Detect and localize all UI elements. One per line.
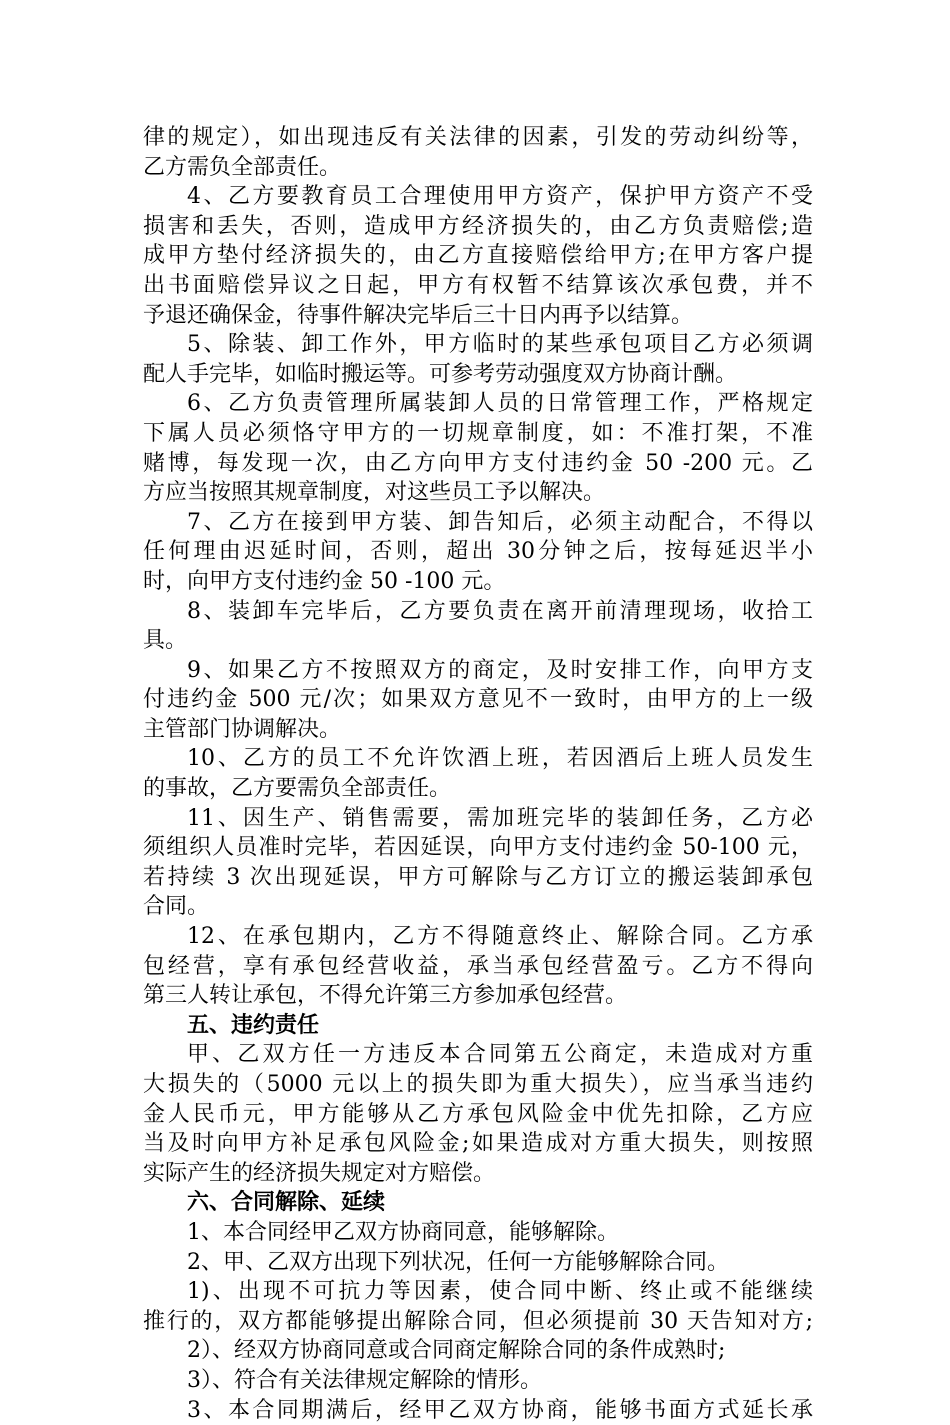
text-line: 6、乙方负责管理所属装卸人员的日常管理工作，严格规定 xyxy=(187,391,813,417)
text-line: 大损失的（5000 元以上的损失即为重大损失），应当承当违约 xyxy=(143,1072,813,1097)
text-line: 律的规定），如出现违反有关法律的因素，引发的劳动纠纷等， xyxy=(143,125,813,150)
text-line: 下属人员必须恪守甲方的一切规章制度，如：不准打架，不准 xyxy=(143,420,813,446)
text-line: 3）、符合有关法律规定解除的情形。 xyxy=(187,1367,542,1393)
text-line: 7、乙方在接到甲方装、卸告知后，必须主动配合，不得以 xyxy=(187,509,813,535)
text-line: 10、乙方的员工不允许饮酒上班，若因酒后上班人员发生 xyxy=(187,746,813,772)
text-line: 实际产生的经济损失规定对方赔偿。 xyxy=(143,1160,496,1186)
text-line: 成甲方垫付经济损失的，由乙方直接赔偿给甲方;在甲方客户提 xyxy=(143,243,813,269)
text-line: 具。 xyxy=(143,628,188,654)
text-line: 4、乙方要教育员工合理使用甲方资产，保护甲方资产不受 xyxy=(187,184,813,210)
section-heading: 六、合同解除、延续 xyxy=(187,1190,386,1216)
text-line: 若持续 3 次出现延误，甲方可解除与乙方订立的搬运装卸承包 xyxy=(143,864,813,890)
text-line: 合同。 xyxy=(143,894,210,920)
text-line: 3、本合同期满后，经甲乙双方协商，能够书面方式延长承 xyxy=(187,1397,813,1423)
text-line: 付违约金 500 元/次；如果双方意见不一致时，由甲方的上一级 xyxy=(143,687,813,713)
text-line: 12、在承包期内，乙方不得随意终止、解除合同。乙方承 xyxy=(187,924,813,950)
text-line: 损害和丢失，否则，造成甲方经济损失的，由乙方负责赔偿;造 xyxy=(143,213,813,239)
text-line: 5、除装、卸工作外，甲方临时的某些承包项目乙方必须调 xyxy=(187,332,813,358)
text-line: 包经营，享有承包经营收益，承当承包经营盈亏。乙方不得向 xyxy=(143,953,813,979)
text-line: 9、如果乙方不按照双方的商定，及时安排工作，向甲方支 xyxy=(187,657,813,683)
text-line: 11、因生产、销售需要，需加班完毕的装卸任务，乙方必 xyxy=(187,805,813,831)
text-line: 方应当按照其规章制度，对这些员工予以解决。 xyxy=(143,480,606,506)
text-line: 赌博，每发现一次，由乙方向甲方支付违约金 50 -200 元。乙 xyxy=(143,450,813,476)
text-line: 主管部门协调解决。 xyxy=(143,716,342,742)
text-line: 8、装卸车完毕后，乙方要负责在离开前清理现场，收拾工 xyxy=(187,598,813,624)
text-line: 1)、出现不可抗力等因素，使合同中断、终止或不能继续 xyxy=(187,1279,813,1305)
text-line: 时，向甲方支付违约金 50 -100 元。 xyxy=(143,568,506,594)
text-line: 任何理由迟延时间，否则，超出 30分钟之后，按每延迟半小 xyxy=(143,539,813,565)
text-line: 出书面赔偿异议之日起，甲方有权暂不结算该次承包费，并不 xyxy=(143,272,813,298)
text-line: 2、甲、乙双方出现下列状况，任何一方能够解除合同。 xyxy=(187,1249,729,1275)
section-heading: 五、违约责任 xyxy=(187,1012,320,1038)
text-line: 第三人转让承包，不得允许第三方参加承包经营。 xyxy=(143,983,628,1009)
text-line: 的事故，乙方要需负全部责任。 xyxy=(143,776,452,802)
text-line: 予退还确保金，待事件解决完毕后三十日内再予以结算。 xyxy=(143,302,694,328)
text-line: 乙方需负全部责任。 xyxy=(143,154,342,180)
text-line: 甲、乙双方任一方违反本合同第五公商定，未造成对方重 xyxy=(187,1042,813,1068)
text-line: 推行的，双方都能够提出解除合同，但必须提前 30 天告知对方; xyxy=(143,1308,813,1334)
text-line: 须组织人员准时完毕，若因延误，向甲方支付违约金 50-100 元， xyxy=(143,835,813,861)
text-line: 2）、经双方协商同意或合同商定解除合同的条件成熟时; xyxy=(187,1338,726,1364)
text-line: 配人手完毕，如临时搬运等。可参考劳动强度双方协商计酬。 xyxy=(143,361,738,387)
text-line: 1、本合同经甲乙双方协商同意，能够解除。 xyxy=(187,1219,619,1245)
text-line: 金人民币元，甲方能够从乙方承包风险金中优先扣除，乙方应 xyxy=(143,1101,813,1127)
text-line: 当及时向甲方补足承包风险金;如果造成对方重大损失，则按照 xyxy=(143,1131,813,1157)
document-page xyxy=(143,123,813,1425)
